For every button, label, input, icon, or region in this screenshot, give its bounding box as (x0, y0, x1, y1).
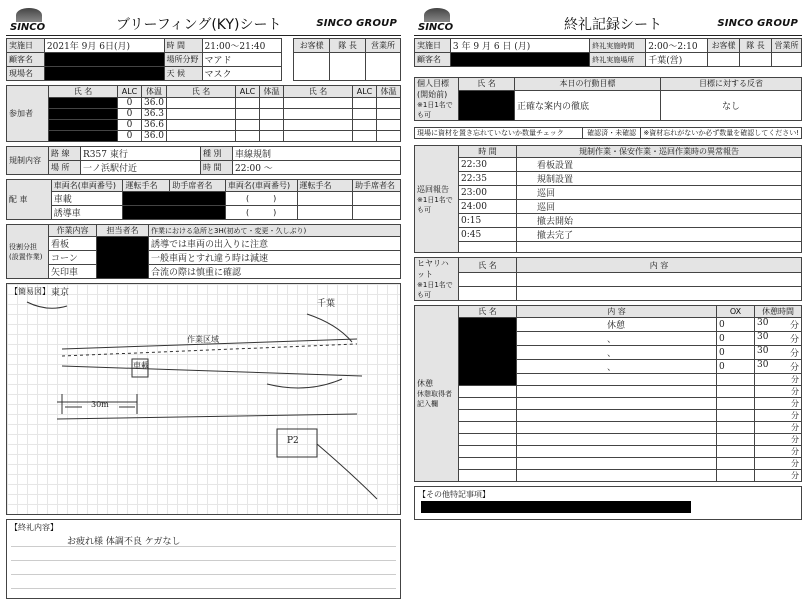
sketch-east: 東京 (51, 288, 70, 298)
minute-unit: 分 (791, 447, 799, 456)
col-name: 氏 名 (167, 86, 236, 98)
col-report: 規制作業・保安作業・巡回作業時の異常報告 (517, 146, 802, 158)
col-name: 氏 名 (284, 86, 353, 98)
col-content: 内 容 (517, 306, 717, 318)
stamp-box (708, 53, 740, 67)
report-sub: ※1日1名でも可 (417, 195, 453, 214)
minute-unit: 分 (791, 459, 799, 468)
sinco-logo: SINCO (416, 8, 468, 34)
time-value: 21:00〜21:40 (202, 39, 282, 53)
closing-title: 終礼記録シート (564, 17, 662, 33)
briefing-header (6, 6, 401, 36)
col-alc: ALC (353, 86, 377, 98)
report-time: 23:00 (459, 186, 517, 200)
participant-name-redacted (49, 109, 118, 120)
col-name: 氏 名 (459, 306, 517, 318)
vehicle-name: 誘導車 (51, 206, 123, 220)
goal-name-redacted (459, 90, 515, 120)
driver-redacted (123, 206, 225, 220)
col-driver: 運転手名 (297, 180, 352, 192)
site-label: 現場名 (7, 67, 45, 81)
minute-unit: 分 (791, 375, 799, 384)
rest-minutes: 30 (757, 346, 769, 356)
col-reflection: 目標に対する反省 (661, 78, 802, 91)
sketch-p2: P2 (287, 436, 299, 446)
col-vehicle: 車両名(車両番号) (51, 180, 123, 192)
client-label: 顧客名 (415, 53, 451, 67)
type-value: 車線規制 (233, 147, 401, 161)
closing-header (414, 6, 802, 36)
rest-ox: 0 (717, 332, 755, 346)
minute-unit: 分 (791, 399, 799, 408)
sketch-label: 【簡易図】 (10, 287, 50, 296)
col-goal: 本日の行動目標 (515, 78, 661, 91)
material-check-table (414, 127, 802, 139)
place-label: 場所分野 (164, 53, 202, 67)
reg-time-value: 22:00 〜 (233, 161, 401, 175)
rest-names-redacted (459, 318, 517, 386)
closing-place-value: 千葉(営) (646, 53, 708, 67)
rest-content: 、 (517, 346, 717, 360)
regulation-label: 規制内容 (7, 147, 49, 175)
participant-name-redacted (49, 98, 118, 109)
col-assistant: 助手席者名 (352, 180, 400, 192)
report-label: 巡回報告 (417, 184, 449, 194)
hiyari-label-cell (415, 258, 459, 301)
route-value: R357 東行 (81, 147, 201, 161)
approval-office: 営業所 (365, 39, 400, 53)
time-label: 時 間 (164, 39, 202, 53)
client-redacted (44, 53, 164, 67)
place-value: マアド (202, 53, 282, 67)
col-ox: OX (717, 306, 755, 318)
rest-minutes: 30 (757, 318, 769, 328)
rest-time (755, 360, 802, 374)
col-task: 作業内容 (49, 225, 97, 237)
goals-sub: ※1日1名でも可 (417, 101, 453, 119)
patrol-report-table (414, 145, 802, 253)
report-text (517, 242, 802, 253)
report-time: 22:30 (459, 158, 517, 172)
report-text: 撤去開始 (517, 214, 802, 228)
temp-value: 36.0 (141, 131, 166, 142)
col-vehicle: 車両名(車両番号) (225, 180, 297, 192)
minute-unit: 分 (789, 349, 799, 359)
roles-table (6, 224, 401, 279)
road-sketch (7, 284, 397, 514)
participant-name-redacted (49, 131, 118, 142)
approval-customer: お客様 (294, 39, 330, 53)
rest-time (755, 332, 802, 346)
driver-redacted (123, 192, 225, 206)
rest-label: 休憩 (417, 379, 433, 388)
participants-label: 参加者 (7, 86, 49, 142)
closing-record-sheet (414, 6, 802, 586)
briefing-info-table (6, 38, 401, 81)
brand-name: SINCO GROUP (316, 18, 397, 29)
other-notes-redacted (421, 501, 691, 513)
minute-unit: 分 (791, 411, 799, 420)
regulation-table (6, 146, 401, 175)
area-value: 一ノ浜駅付近 (81, 161, 201, 175)
task-value: 矢印車 (49, 265, 97, 279)
site-redacted (44, 67, 164, 81)
col-key-points: 作業における急所と3H(初めて・変更・久しぶり) (149, 225, 401, 237)
other-notes-label: 【その他特記事項】 (418, 490, 490, 499)
closing-time-value: 2:00〜2:10 (646, 39, 708, 53)
brand-name: SINCO GROUP (717, 18, 798, 29)
date-label: 実施日 (7, 39, 45, 53)
col-rest-time: 休憩時間 (755, 306, 802, 318)
closing-place-label: 終礼実施場所 (590, 53, 646, 67)
approval-office: 営業所 (771, 39, 801, 53)
alc-value: 0 (117, 98, 141, 109)
col-time: 時 間 (459, 146, 517, 158)
roles-label: 役割分担(設置作業) (7, 225, 49, 279)
sketch-car: 車載 (133, 361, 149, 370)
approval-captain: 隊 長 (740, 39, 772, 53)
rest-time (755, 318, 802, 332)
client-label: 顧客名 (7, 53, 45, 67)
col-name: 氏 名 (459, 78, 515, 91)
briefing-title: ブリーフィング(KY)シート (116, 17, 282, 33)
rest-ox: 0 (717, 360, 755, 374)
goals-label-cell (415, 78, 459, 121)
rest-ox: 0 (717, 346, 755, 360)
temp-value: 36.0 (141, 98, 166, 109)
stamp-box (330, 53, 366, 81)
col-alc: ALC (236, 86, 260, 98)
report-text: 撤去完了 (517, 228, 802, 242)
date-label: 実施日 (415, 39, 451, 53)
sketch-area (6, 283, 401, 515)
area-label: 場 所 (49, 161, 81, 175)
goals-table (414, 77, 802, 121)
minute-unit: 分 (791, 435, 799, 444)
alc-value: 0 (117, 109, 141, 120)
stamp-box (365, 53, 400, 81)
hiyari-table (414, 257, 802, 301)
sinco-logo: SINCO (8, 8, 60, 34)
col-alc: ALC (117, 86, 141, 98)
type-label: 種 別 (201, 147, 233, 161)
minute-unit: 分 (789, 335, 799, 345)
route-label: 路 線 (49, 147, 81, 161)
closing-info-table (414, 38, 802, 67)
goal-value: 正確な案内の徹底 (515, 90, 661, 120)
key-point: 誘導では車両の出入りに注意 (149, 237, 401, 251)
stamp-box (740, 53, 772, 67)
date-value: 2021年 9月 6日(月) (44, 39, 164, 53)
task-value: コーン (49, 251, 97, 265)
stamp-box (294, 53, 330, 81)
closing-text: お疲れ様 体調不良 ケガなし (67, 537, 181, 547)
temp-value: 36.6 (141, 120, 166, 131)
report-label-cell (415, 146, 459, 253)
participant-name-redacted (49, 120, 118, 131)
rest-content: 休憩 (517, 318, 717, 332)
minute-unit: 分 (791, 387, 799, 396)
report-time (459, 242, 517, 253)
hiyari-label: ヒヤリハット (417, 259, 449, 279)
temp-value: 36.3 (141, 109, 166, 120)
col-content: 内 容 (517, 258, 802, 273)
report-text: 規制設置 (517, 172, 802, 186)
sketch-work-zone: 作業区域 (187, 335, 219, 344)
alc-value: 0 (117, 120, 141, 131)
col-temp: 体温 (141, 86, 166, 98)
vehicle-number-blank: ( ) (225, 192, 297, 206)
approval-captain: 隊 長 (330, 39, 366, 53)
report-text: 巡回 (517, 186, 802, 200)
stamp-box (771, 53, 801, 67)
participants-table (6, 85, 401, 142)
report-time: 0:15 (459, 214, 517, 228)
rest-content: 、 (517, 332, 717, 346)
key-point: 一般車両とすれ違う時は減速 (149, 251, 401, 265)
weather-label: 天 候 (164, 67, 202, 81)
col-assistant: 助手席者名 (170, 180, 225, 192)
vehicle-name: 車載 (51, 192, 123, 206)
material-check-label: 現場に資材を置き忘れていないか数量チェック (415, 128, 583, 139)
rest-minutes: 30 (757, 332, 769, 342)
key-point: 合流の際は慎重に確認 (149, 265, 401, 279)
closing-notes-section (6, 519, 401, 599)
vehicles-label: 配 車 (7, 180, 52, 220)
reg-time-label: 時 間 (201, 161, 233, 175)
material-check-note: ※資材忘れがないか必ず数量を確認してください! (641, 128, 802, 139)
col-staff: 担当者名 (97, 225, 149, 237)
report-time: 0:45 (459, 228, 517, 242)
staff-redacted (97, 237, 149, 279)
client-redacted (450, 53, 589, 67)
rest-table (414, 305, 802, 482)
col-temp: 体温 (260, 86, 284, 98)
briefing-sheet (6, 6, 401, 586)
sketch-distance: 30m (91, 400, 109, 409)
col-name: 氏 名 (49, 86, 118, 98)
closing-time-label: 終礼実施時間 (590, 39, 646, 53)
minute-unit: 分 (791, 423, 799, 432)
report-text: 巡回 (517, 200, 802, 214)
minute-unit: 分 (791, 471, 799, 480)
hiyari-sub: ※1日1名でも可 (417, 281, 453, 299)
reflection-value: なし (661, 90, 802, 120)
rest-minutes: 30 (757, 360, 769, 370)
goals-label: 個人目標(開始前) (417, 79, 449, 99)
vehicles-table (6, 179, 401, 220)
report-time: 22:35 (459, 172, 517, 186)
rest-time (755, 346, 802, 360)
col-temp: 体温 (377, 86, 401, 98)
minute-unit: 分 (789, 363, 799, 373)
sketch-chiba: 千葉 (317, 299, 336, 309)
weather-value: マスク (202, 67, 282, 81)
task-value: 看板 (49, 237, 97, 251)
rest-content: 、 (517, 360, 717, 374)
approval-customer: お客様 (708, 39, 740, 53)
col-driver: 運転手名 (123, 180, 170, 192)
rest-label-cell (415, 306, 459, 482)
col-name: 氏 名 (459, 258, 517, 273)
vehicle-number-blank: ( ) (225, 206, 297, 220)
date-value: 3 年 9 月 6 日 (月) (450, 39, 589, 53)
material-check-status: 確認済・未確認 (582, 128, 640, 139)
report-time: 24:00 (459, 200, 517, 214)
alc-value: 0 (117, 131, 141, 142)
closing-label: 【終礼内容】 (10, 523, 58, 532)
minute-unit: 分 (789, 321, 799, 331)
rest-ox: 0 (717, 318, 755, 332)
other-notes-section (414, 486, 802, 520)
report-text: 看板設置 (517, 158, 802, 172)
rest-sub: 休憩取得者記入欄 (417, 390, 452, 408)
